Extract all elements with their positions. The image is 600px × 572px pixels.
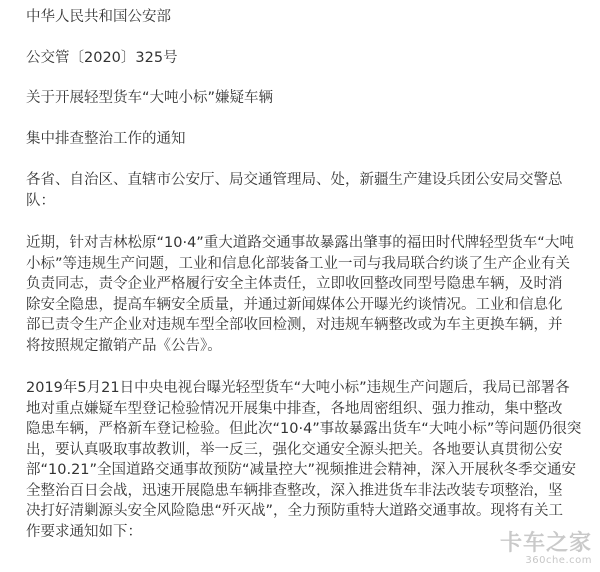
text-line: 地对重点嫌疑车型登记检验情况开展集中排查，各地周密组织、强力推动，集中整改 bbox=[26, 400, 563, 417]
watermark-logo bbox=[500, 526, 592, 566]
text-line: 作要求通知如下： bbox=[26, 523, 142, 540]
text-line: 全整治百日会战，迅速开展隐患车辆排查整改，深入推进货车非法改装专项整治，坚 bbox=[26, 482, 563, 499]
text-line: 2019年5月21日中央电视台曝光轻型货车“大吨小标”违规生产问题后，我局已部署各 bbox=[26, 380, 570, 396]
doc-number-line: 公交管〔2020〕325号 bbox=[26, 50, 178, 66]
text-line: 决打好清剿源头安全风险隐患“歼灭战”，全力预防重特大道路交通事故。现将有关工 bbox=[26, 503, 564, 519]
text-line: 部“10.21”全国道路交通事故预防“减量控大”视频推进会精神，深入开展秋冬季交通安 bbox=[26, 462, 577, 478]
text-line: 负责同志，责令企业严格履行安全主体责任，立即收回整改同型号隐患车辆，及时消 bbox=[26, 276, 563, 292]
title-line-2: 集中排查整治工作的通知 bbox=[26, 131, 186, 147]
text-line: 出，要认真吸取事故教训，举一反三，强化交通安全源头把关。各地要认真贯彻公安 bbox=[26, 441, 563, 458]
text-line: 将按照规定撤销产品《公告》。 bbox=[26, 337, 222, 354]
watermark-brand: 卡车之家 bbox=[499, 531, 592, 556]
paragraph-2 bbox=[26, 378, 588, 542]
text-line: 部已责令生产企业对违规车型全部收回检测，对违规车辆整改或为车主更换车辆，并 bbox=[26, 317, 563, 333]
title-line-1: 关于开展轻型货车“大吨小标”嫌疑车辆 bbox=[26, 90, 274, 106]
text-line: 隐患车辆，严格新车登记检验。但此次“10·4”事故暴露出货车“大吨小标”等问题仍很突 bbox=[26, 421, 582, 437]
issuer-line: 中华人民共和国公安部 bbox=[26, 9, 171, 25]
text-line: 除安全隐患，提高车辆安全质量，并通过新闻媒体公开曝光约谈情况。工业和信息化 bbox=[26, 296, 563, 313]
watermark-url: 360che.com bbox=[525, 555, 592, 566]
paragraph-1 bbox=[26, 233, 588, 356]
addressee-paragraph bbox=[26, 170, 588, 211]
text-line: 队： bbox=[26, 192, 55, 209]
text-line: 小标”等违规生产问题，工业和信息化部装备工业一司与我局联合约谈了生产企业有关 bbox=[26, 255, 571, 272]
text-line: 各省、自治区、直辖市公安厅、局交通管理局、处，新疆生产建设兵团公安局交警总 bbox=[26, 172, 563, 188]
text-line: 近期，针对吉林松原“10·4”重大道路交通事故暴露出肇事的福田时代牌轻型货车“大吨 bbox=[26, 235, 574, 251]
